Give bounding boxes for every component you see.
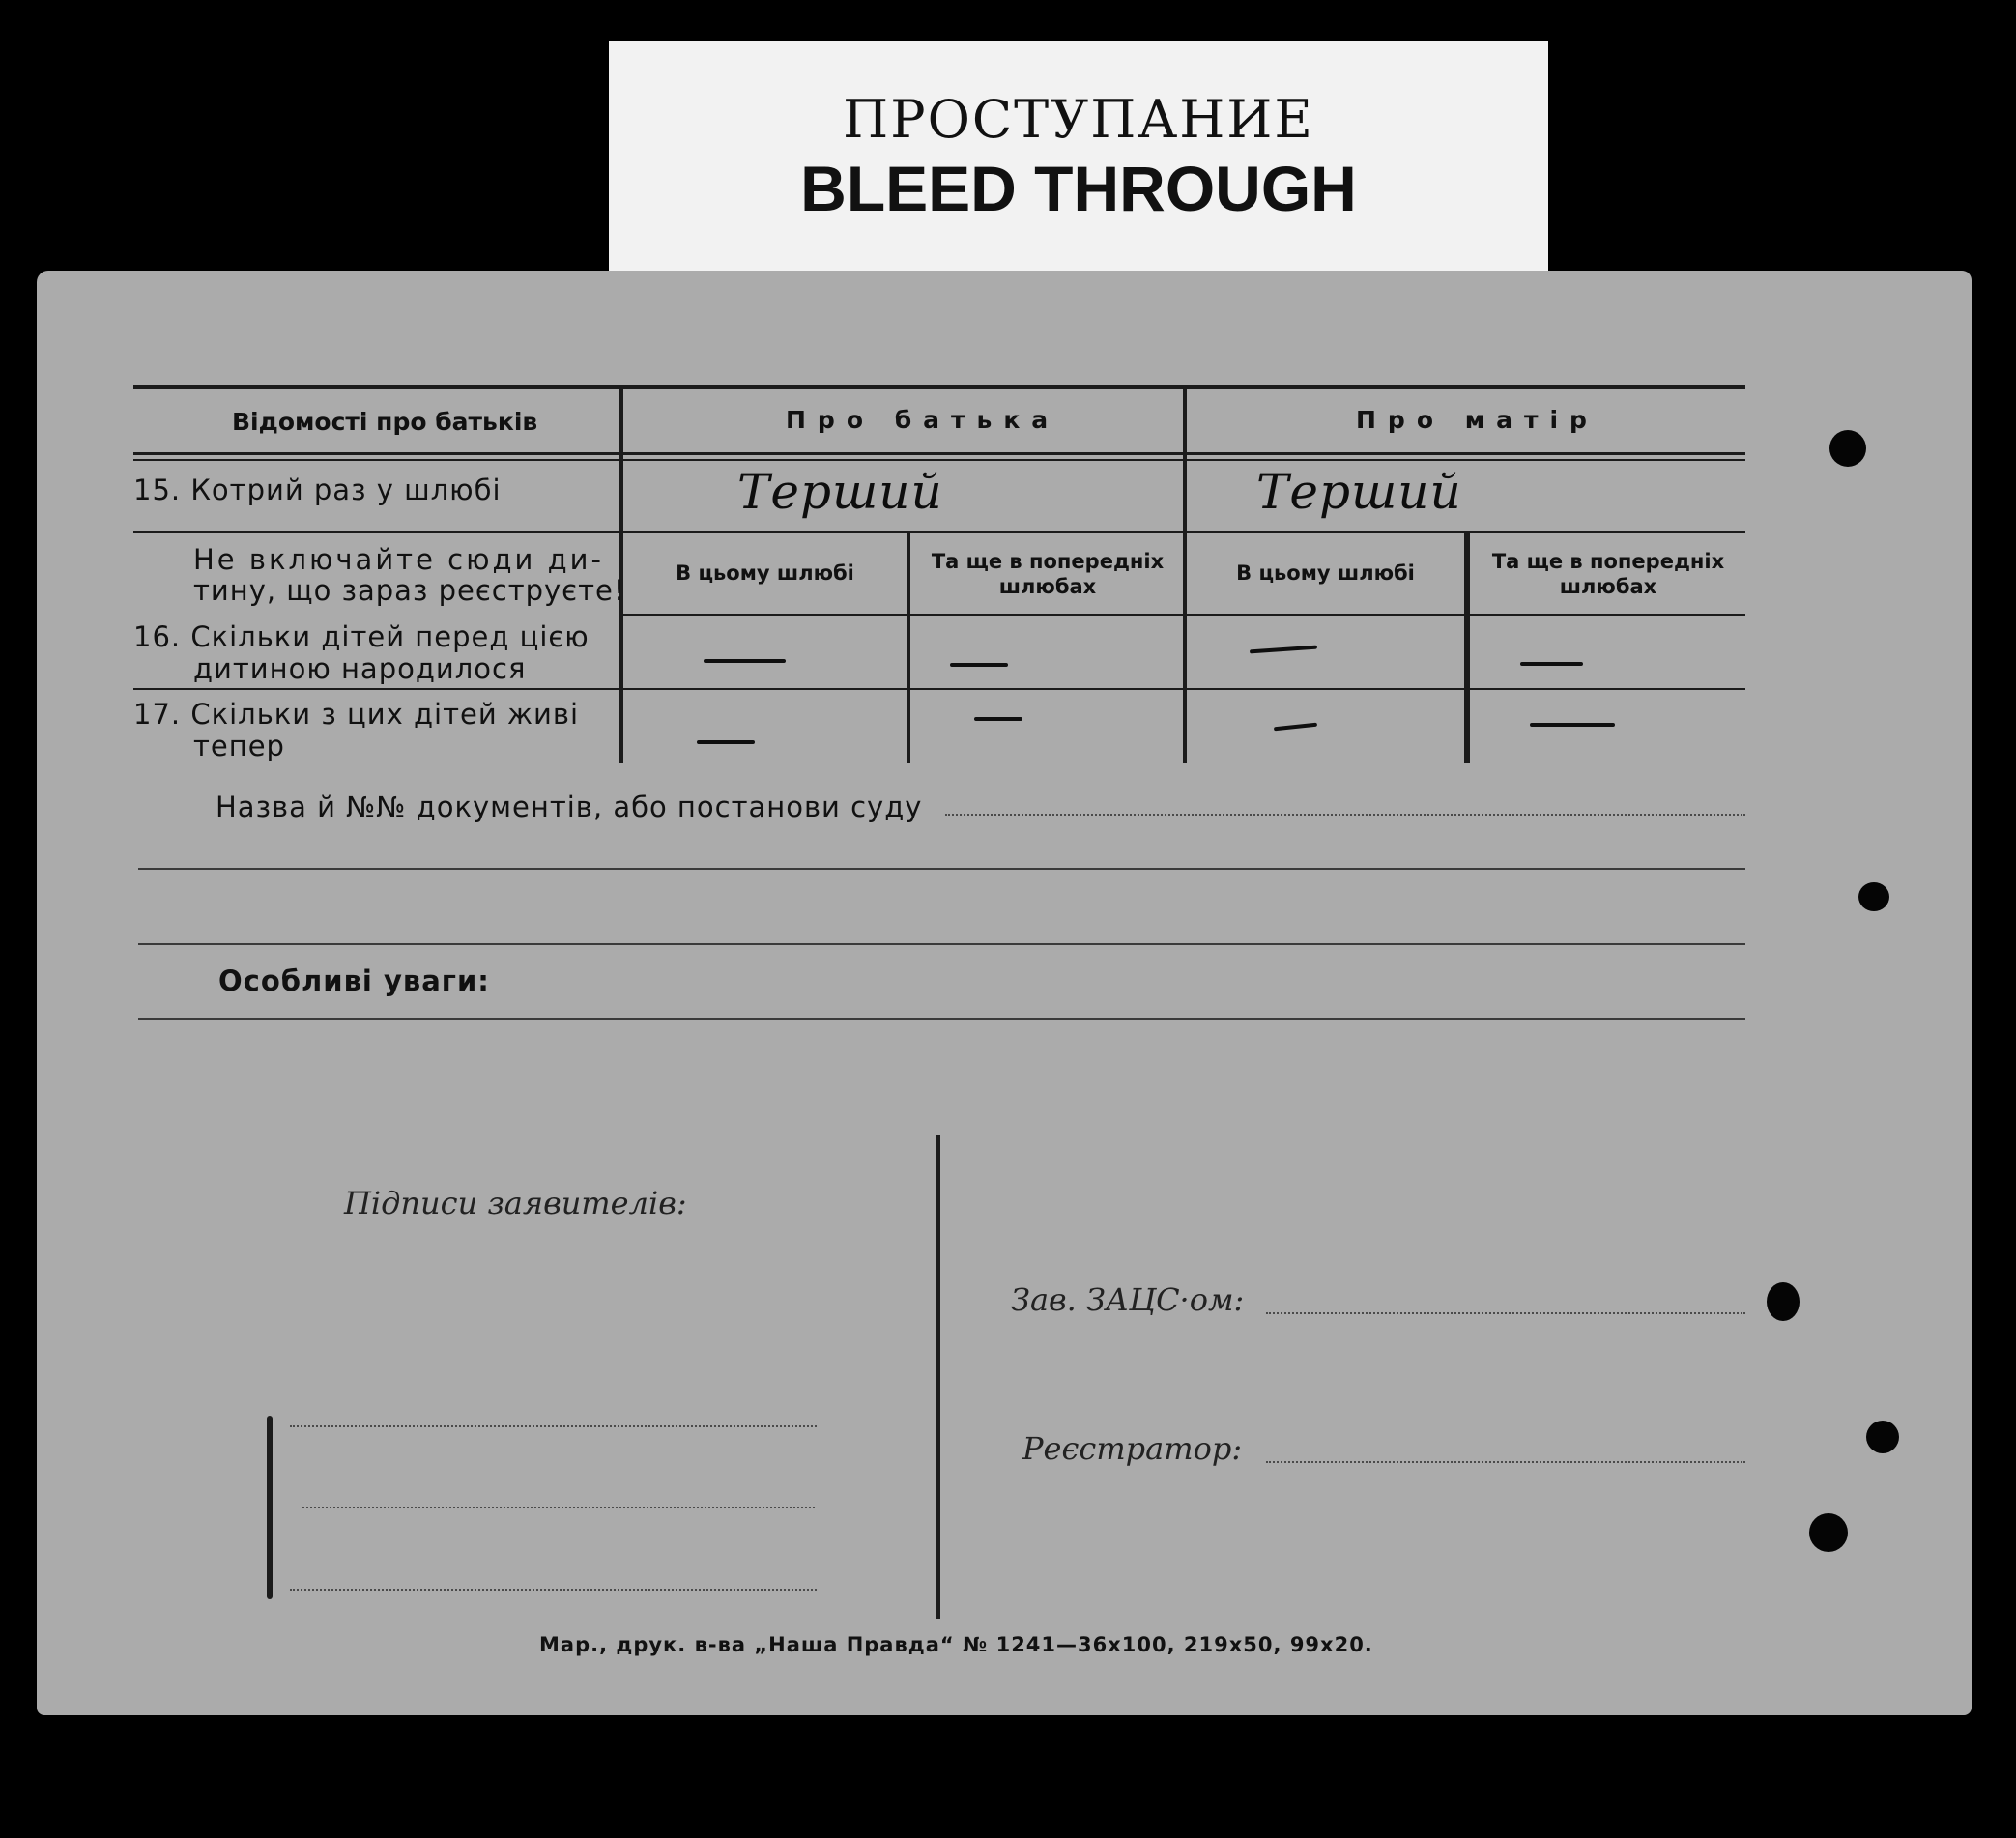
applicant-signatures-label: Підписи заявителів: xyxy=(344,1185,687,1221)
printer-imprint: Мар., друк. в-ва „Наша Правда“ № 1241—36х100, 219х50, 99х20. xyxy=(539,1633,1373,1656)
label-russian: ПРОСТУПАНИЕ xyxy=(843,89,1314,150)
document-sheet xyxy=(37,271,1972,1715)
signature-bracket xyxy=(267,1416,273,1599)
header-about-father: Про батька xyxy=(786,406,1060,434)
mother-previous-marriages: Та ще в попередніх шлюбах xyxy=(1491,550,1725,598)
signature-divider xyxy=(936,1135,940,1619)
remarks-line xyxy=(138,1018,1745,1020)
mother-this-marriage: В цьому шлюбі xyxy=(1236,561,1415,585)
documents-line-2 xyxy=(138,868,1745,870)
col-divider-mother-sub xyxy=(1464,533,1470,763)
father-marriage-count: Терший xyxy=(737,464,943,520)
registrar-label: Реєстратор: xyxy=(1022,1430,1243,1467)
registrar-line xyxy=(1266,1461,1745,1463)
header-bottom-rule xyxy=(133,452,1745,455)
row16-line-2: дитиною народилося xyxy=(193,652,527,685)
father-this-living-dash xyxy=(697,740,755,744)
documents-line-3 xyxy=(138,943,1745,945)
punch-hole-4 xyxy=(1809,1513,1848,1552)
mother-prev-living-dash xyxy=(1530,723,1615,727)
header-parents-info: Відомості про батьків xyxy=(232,408,538,436)
father-this-children-dash xyxy=(704,659,786,663)
punch-hole-3 xyxy=(1866,1421,1899,1453)
head-of-registry-line xyxy=(1266,1312,1745,1314)
row16-bottom-rule xyxy=(133,688,1745,690)
label-english: BLEED THROUGH xyxy=(800,153,1357,224)
row17-line-2: тепер xyxy=(193,730,285,762)
row15-label: 15. Котрий раз у шлюбі xyxy=(133,474,502,506)
row16-line-1: 16. Скільки дітей перед цією xyxy=(133,620,590,653)
table-top-rule xyxy=(133,385,1745,389)
father-prev-living-dash xyxy=(974,717,1022,721)
mother-marriage-count: Терший xyxy=(1256,464,1462,520)
signature-line-1 xyxy=(290,1425,817,1427)
row17-line-1: 17. Скільки з цих дітей живі xyxy=(133,698,580,731)
col-divider-father-sub xyxy=(907,533,910,763)
mother-prev-children-dash xyxy=(1520,662,1583,666)
father-previous-marriages: Та ще в попередніх шлюбах xyxy=(931,550,1165,598)
documents-label: Назва й №№ документів, або постанови суду xyxy=(216,790,923,823)
bleed-through-label xyxy=(609,41,1548,294)
father-prev-children-dash xyxy=(950,663,1008,667)
note-line-2: тину, що зараз реєструєте! xyxy=(193,574,626,607)
signature-line-2 xyxy=(302,1507,815,1508)
header-bottom-rule-2 xyxy=(133,459,1745,461)
documents-dotted-line xyxy=(945,814,1745,816)
head-of-registry-label: Зав. ЗАЦС·ом: xyxy=(1011,1281,1245,1318)
punch-hole-2 xyxy=(1858,882,1889,911)
mother-this-living-dash xyxy=(1274,723,1317,732)
note-line-1: Не включайте сюди ди- xyxy=(193,543,604,576)
remarks-label: Особливі уваги: xyxy=(218,964,490,997)
header-about-mother: Про матір xyxy=(1356,406,1598,434)
signature-line-3 xyxy=(290,1589,817,1591)
mother-this-children-dash xyxy=(1250,646,1317,654)
punch-hole-5 xyxy=(1767,1282,1800,1321)
father-this-marriage: В цьому шлюбі xyxy=(676,561,854,585)
punch-hole-1 xyxy=(1829,430,1866,467)
